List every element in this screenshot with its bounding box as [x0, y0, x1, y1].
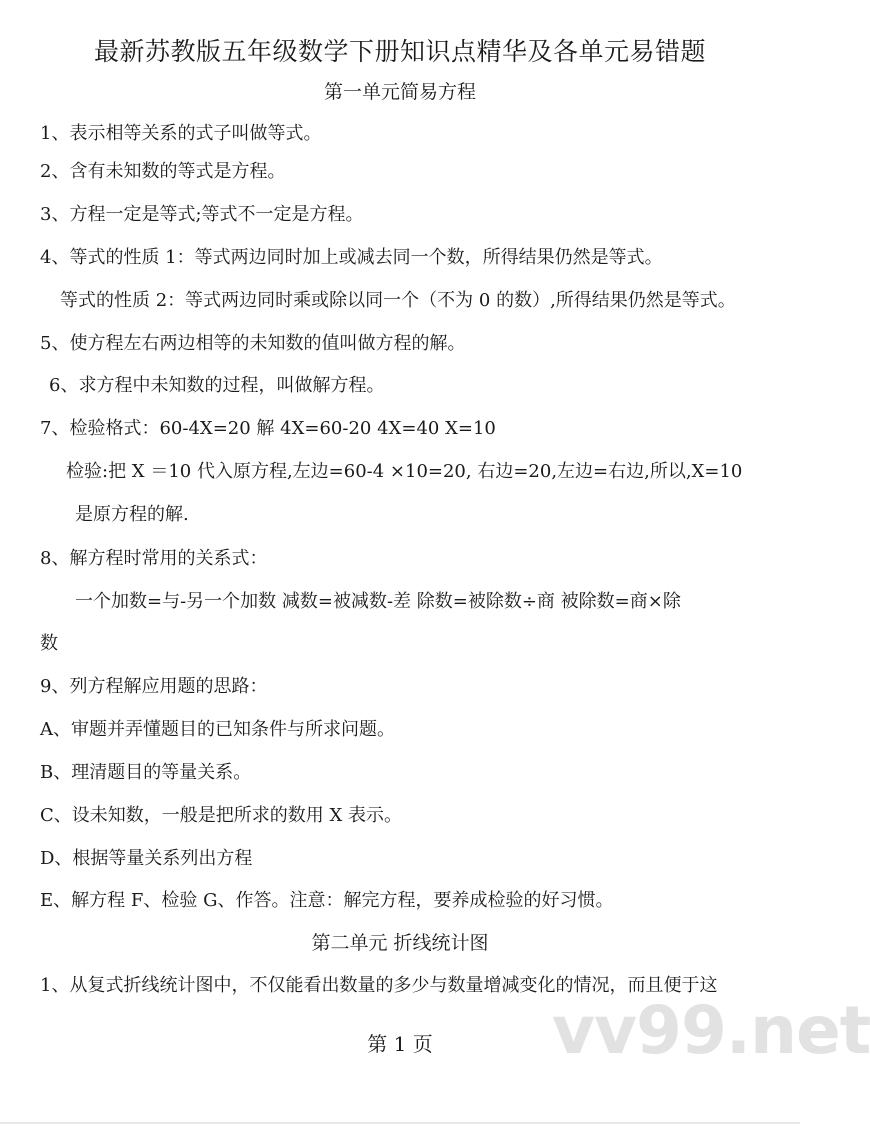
text-line: 1、表示相等关系的式子叫做等式。: [40, 123, 322, 144]
text-line: E、解方程 F、检验 G、作答。注意：解完方程，要养成检验的好习惯。: [40, 890, 614, 911]
text-line: 检验:把 X ＝10 代入原方程,左边=60-4 ×10=20, 右边=20,左边=右边,所以,X=10: [66, 461, 743, 482]
text-line: 3、方程一定是等式;等式不一定是方程。: [40, 204, 364, 225]
text-line: 7、检验格式：60-4X=20 解 4X=60-20 4X=40 X=10: [40, 418, 496, 439]
text-line: 等式的性质 2：等式两边同时乘或除以同一个（不为 0 的数）,所得结果仍然是等式。: [60, 290, 736, 311]
text-line: A、审题并弄懂题目的已知条件与所求问题。: [40, 719, 395, 740]
text-line: C、设未知数，一般是把所求的数用 X 表示。: [40, 805, 403, 826]
text-line: 2、含有未知数的等式是方程。: [40, 161, 286, 182]
unit2-heading: 第二单元 折线统计图: [311, 932, 489, 954]
watermark: vv99.net: [552, 992, 870, 1069]
text-line: 8、解方程时常用的关系式：: [40, 548, 268, 569]
page-number: 第 1 页: [367, 1032, 433, 1056]
text-line: D、根据等量关系列出方程: [40, 848, 253, 869]
page-title: 最新苏教版五年级数学下册知识点精华及各单元易错题: [93, 37, 706, 66]
text-line: 是原方程的解.: [75, 504, 189, 525]
text-line: 4、等式的性质 1：等式两边同时加上或减去同一个数，所得结果仍然是等式。: [40, 247, 663, 268]
bottom-divider: [0, 1122, 800, 1124]
text-line: 6、求方程中未知数的过程，叫做解方程。: [49, 375, 385, 396]
text-line: B、理清题目的等量关系。: [40, 762, 252, 783]
text-line: 5、使方程左右两边相等的未知数的值叫做方程的解。: [40, 333, 466, 354]
text-line: 数: [40, 633, 58, 654]
unit1-heading: 第一单元简易方程: [323, 81, 476, 103]
text-line: 9、列方程解应用题的思路：: [40, 676, 268, 697]
text-line: 一个加数=与-另一个加数 减数=被减数-差 除数=被除数÷商 被除数=商×除: [75, 591, 681, 612]
text-line: 1、从复式折线统计图中，不仅能看出数量的多少与数量增减变化的情况，而且便于这: [40, 975, 718, 996]
